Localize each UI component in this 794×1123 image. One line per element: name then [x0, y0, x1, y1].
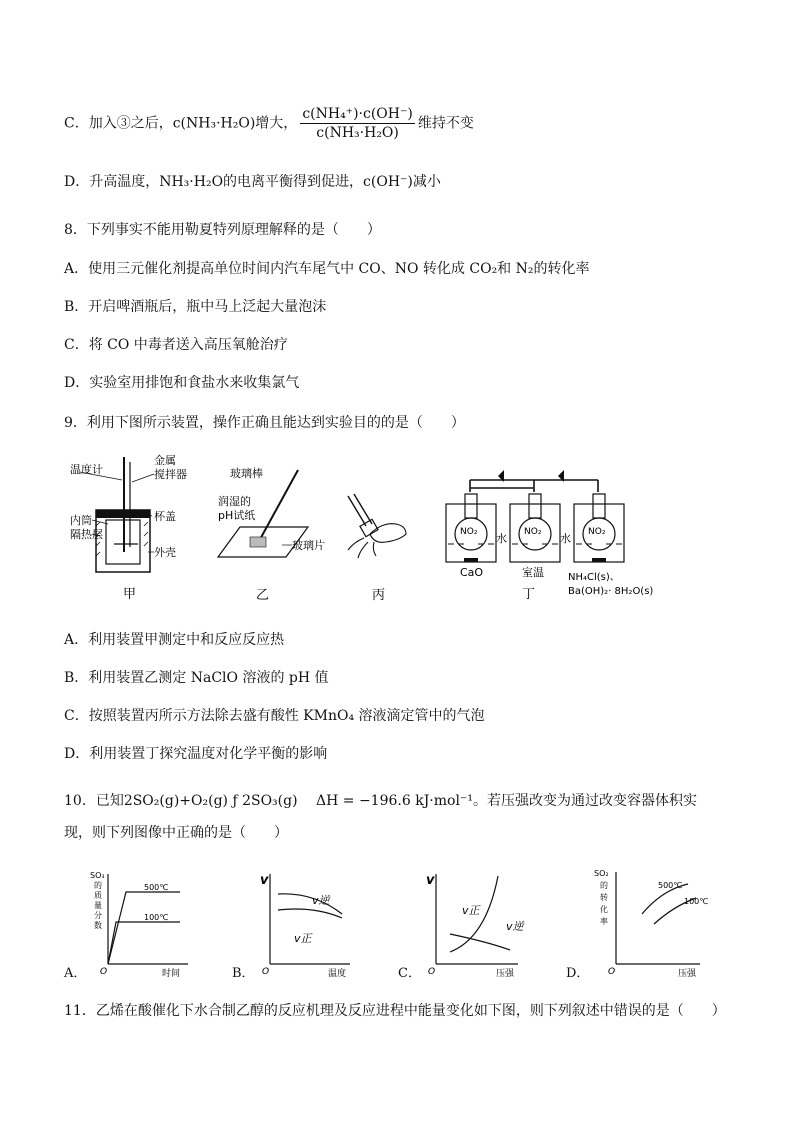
graph-d-ylabel-4: 率	[600, 917, 608, 926]
salt-label-1: NH₄Cl(s)、	[568, 572, 620, 583]
no2-label-2: NO₂	[524, 527, 542, 537]
graph-b-series-forward: v正	[294, 932, 312, 945]
glass-plate-label: 玻璃片	[292, 539, 325, 552]
water-label-2: 水	[560, 532, 571, 545]
graph-c-origin: O	[428, 967, 436, 977]
q9-option-c: C．按照装置丙所示方法除去盛有酸性 KMnO₄ 溶液滴定管中的气泡	[64, 708, 485, 724]
graph-b-ylabel: v	[260, 873, 269, 888]
graph-d-xlabel: 压强	[678, 969, 697, 978]
graph-d-ylabel-0: SO₂	[594, 869, 609, 878]
q7-option-d: D．升高温度，NH₃·H₂O的电离平衡得到促进，c(OH⁻)减小	[64, 174, 441, 190]
inner-cup-label: 内筒	[70, 514, 92, 527]
stirrer-label-1: 金属	[154, 454, 176, 467]
graph-d-t2: 100℃	[684, 897, 709, 906]
graph-a-origin: O	[100, 967, 108, 977]
salt-label-2: Ba(OH)₂· 8H₂O(s)	[568, 586, 654, 597]
no2-flasks-figure	[440, 462, 670, 602]
graph-d-t1: 500℃	[658, 881, 683, 890]
q11-stem: 11．乙烯在酸催化下水合制乙醇的反应机理及反应进程中能量变化如下图，则下列叙述中错误的是（ ）	[64, 1003, 726, 1019]
q8-option-c: C．将 CO 中毒者送入高压氧舱治疗	[64, 337, 288, 353]
graph-c-label: C．	[398, 966, 421, 981]
caption-bing: 丙	[372, 588, 386, 603]
graph-c	[420, 868, 530, 978]
q8-option-a: A．使用三元催化剂提高单位时间内汽车尾气中 CO、NO 转化成 CO₂和 N₂的转化率	[64, 261, 590, 277]
glass-rod-label: 玻璃棒	[230, 467, 263, 480]
wet-paper-label-2: pH试纸	[218, 509, 256, 522]
insulation-label: 隔热层	[70, 528, 103, 541]
q7-option-c	[64, 105, 474, 142]
graph-a-ylabel-5: 数	[94, 921, 102, 930]
q7-c-suffix: 维持不变	[417, 115, 474, 132]
graph-a-ylabel-4: 分	[94, 911, 102, 920]
graph-c-ylabel: v	[426, 873, 435, 888]
q9-option-a: A．利用装置甲测定中和反应反应热	[64, 632, 285, 648]
water-label-1: 水	[496, 532, 507, 545]
graph-d-ylabel-2: 转	[600, 893, 608, 902]
q8-option-b: B．开启啤酒瓶后，瓶中马上泛起大量泡沫	[64, 299, 327, 315]
q9-option-b: B．利用装置乙测定 NaClO 溶液的 pH 值	[64, 670, 329, 686]
q7-c-numerator: c(NH₄⁺)·c(OH⁻)	[302, 106, 413, 122]
graph-a-label: A．	[64, 966, 87, 981]
graph-a-t1: 500℃	[144, 883, 169, 892]
graph-b-origin: O	[262, 967, 270, 977]
room-temp-label: 室温	[522, 566, 544, 579]
no2-label-1: NO₂	[460, 527, 478, 537]
graph-a-ylabel-1: 的	[94, 881, 102, 890]
graph-a-ylabel-2: 质	[94, 891, 102, 900]
ph-paper-figure	[210, 465, 330, 603]
graph-d-origin: O	[608, 967, 616, 977]
shell-label: 外壳	[154, 546, 176, 559]
graph-d-ylabel-1: 的	[600, 881, 608, 890]
q8-option-d: D．实验室用排饱和食盐水来收集氯气	[64, 375, 300, 391]
no2-label-3: NO₂	[588, 527, 606, 537]
q7-c-expr: c(NH₃·H₂O)增大，	[172, 115, 298, 132]
graph-a-ylabel-0: SO₃	[90, 871, 105, 880]
thermometer-label: 温度计	[70, 463, 103, 476]
graph-d-ylabel-3: 化	[600, 905, 608, 914]
q10-stem-line2: 现，则下列图像中正确的是（ ）	[64, 825, 288, 841]
caption-yi: 乙	[256, 588, 270, 603]
graph-d-label: D．	[566, 966, 590, 981]
cao-label: CaO	[460, 566, 484, 579]
q8-stem: 8．下列事实不能用勒夏特列原理解释的是（ ）	[64, 222, 381, 238]
graph-a-ylabel-3: 量	[94, 901, 102, 910]
caption-ding: 丁	[522, 587, 536, 602]
graph-a-t2: 100℃	[144, 913, 169, 922]
q9-option-d: D．利用装置丁探究温度对化学平衡的影响	[64, 746, 328, 762]
graph-b-xlabel: 温度	[328, 969, 347, 978]
graph-a	[88, 868, 198, 978]
graph-a-xlabel: 时间	[162, 969, 181, 978]
q7-c-denominator: c(NH₃·H₂O)	[316, 125, 399, 141]
q10-stem-line1: 10．已知2SO₂(g)+O₂(g) ƒ 2SO₃(g) ΔH = −196.6 kJ·mol⁻¹。若压强改变为通过改变容器体积实	[64, 793, 697, 809]
caption-jia: 甲	[123, 587, 137, 602]
q7-c-fraction	[300, 105, 415, 142]
calorimeter-figure	[70, 452, 190, 602]
graph-c-series-reverse: v逆	[506, 920, 524, 933]
graph-c-series-forward: v正	[462, 904, 480, 917]
graph-b-series-reverse: v逆	[312, 894, 330, 907]
graph-b-label: B．	[232, 966, 255, 981]
graph-d	[592, 866, 712, 978]
graph-c-xlabel: 压强	[496, 969, 515, 978]
wet-paper-label-1: 润湿的	[218, 495, 251, 508]
q9-stem: 9．利用下图所示装置，操作正确且能达到实验目的的是（ ）	[64, 415, 465, 431]
graph-a-ylabel	[90, 871, 105, 930]
graph-b	[254, 868, 364, 978]
stirrer-label-2: 搅拌器	[154, 468, 187, 481]
burette-figure	[340, 490, 420, 603]
lid-label: 杯盖	[154, 510, 176, 523]
graph-d-ylabel	[594, 869, 609, 926]
q7-c-prefix: C．加入③之后，	[64, 115, 173, 132]
